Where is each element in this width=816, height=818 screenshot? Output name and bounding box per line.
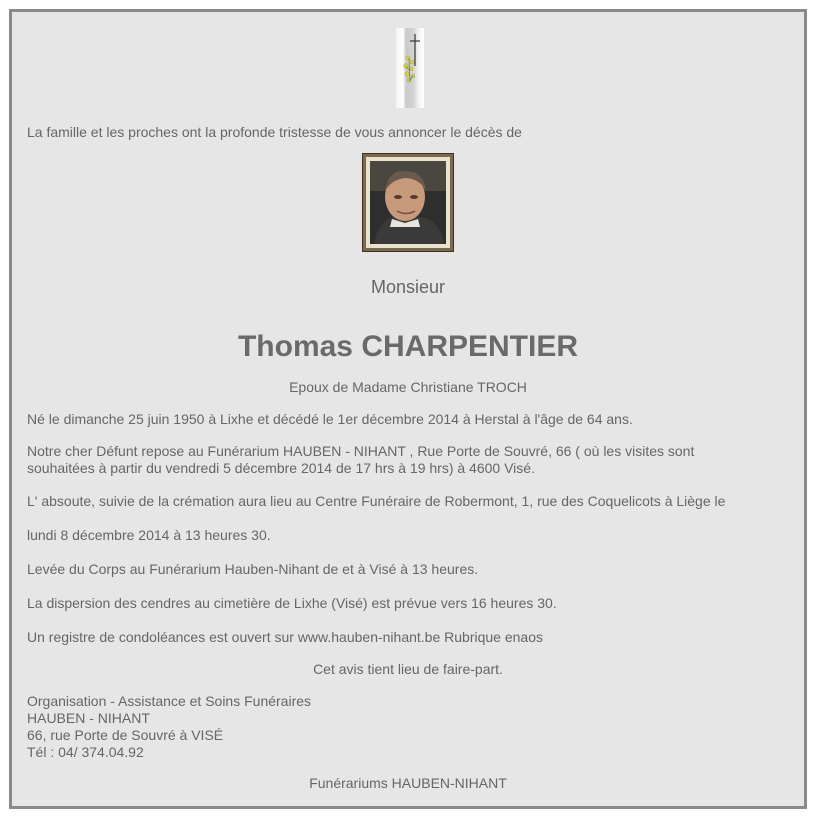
deceased-name: Thomas CHARPENTIER	[237, 330, 579, 363]
intro-text: La famille et les proches ont la profonde tristesse de vous annoncer le décès de	[27, 124, 522, 140]
org-address: 66, rue Porte de Souvré à VISÉ	[27, 727, 224, 743]
footer-text: Funérariums HAUBEN-NIHANT	[309, 775, 507, 791]
viewing-paragraph: Notre cher Défunt repose au Funérarium HAUBEN - NIHANT , Rue Porte de Souvré, 66 ( où les visites sont souhaitées à partir du vendredi 5 décembre 2014 de 17 hrs à 19 hrs) à 4600 Visé.	[27, 443, 695, 476]
ceremony-line: L' absoute, suivie de la crémation aura lieu au Centre Funéraire de Robermont, 1, rue des Coquelicots à Liège le	[27, 493, 726, 509]
condolence-line: Un registre de condoléances est ouvert sur www.hauben-nihant.be Rubrique enaos	[27, 629, 543, 645]
portrait-photo	[370, 161, 446, 244]
organisation-block	[27, 693, 311, 761]
obituary-card	[9, 9, 807, 809]
spouse-line: Epoux de Madame Christiane TROCH	[289, 379, 527, 395]
birth-death-line: Né le dimanche 25 juin 1950 à Lixhe et décédé le 1er décembre 2014 à Herstal à l'âge de 64 ans.	[27, 411, 633, 427]
notice-line: Cet avis tient lieu de faire-part.	[313, 661, 503, 677]
cross-flower-icon	[396, 28, 424, 108]
portrait-frame	[362, 153, 454, 252]
ashes-line: La dispersion des cendres au cimetière de Lixhe (Visé) est prévue vers 16 heures 30.	[27, 595, 557, 611]
org-name: HAUBEN - NIHANT	[27, 710, 150, 726]
salutation: Monsieur	[370, 277, 446, 297]
procession-line: Levée du Corps au Funérarium Hauben-Nihant de et à Visé à 13 heures.	[27, 561, 479, 577]
org-phone: Tél : 04/ 374.04.92	[27, 744, 144, 760]
ceremony-date: lundi 8 décembre 2014 à 13 heures 30.	[27, 527, 271, 543]
org-line: Organisation - Assistance et Soins Funéraires	[27, 693, 312, 709]
